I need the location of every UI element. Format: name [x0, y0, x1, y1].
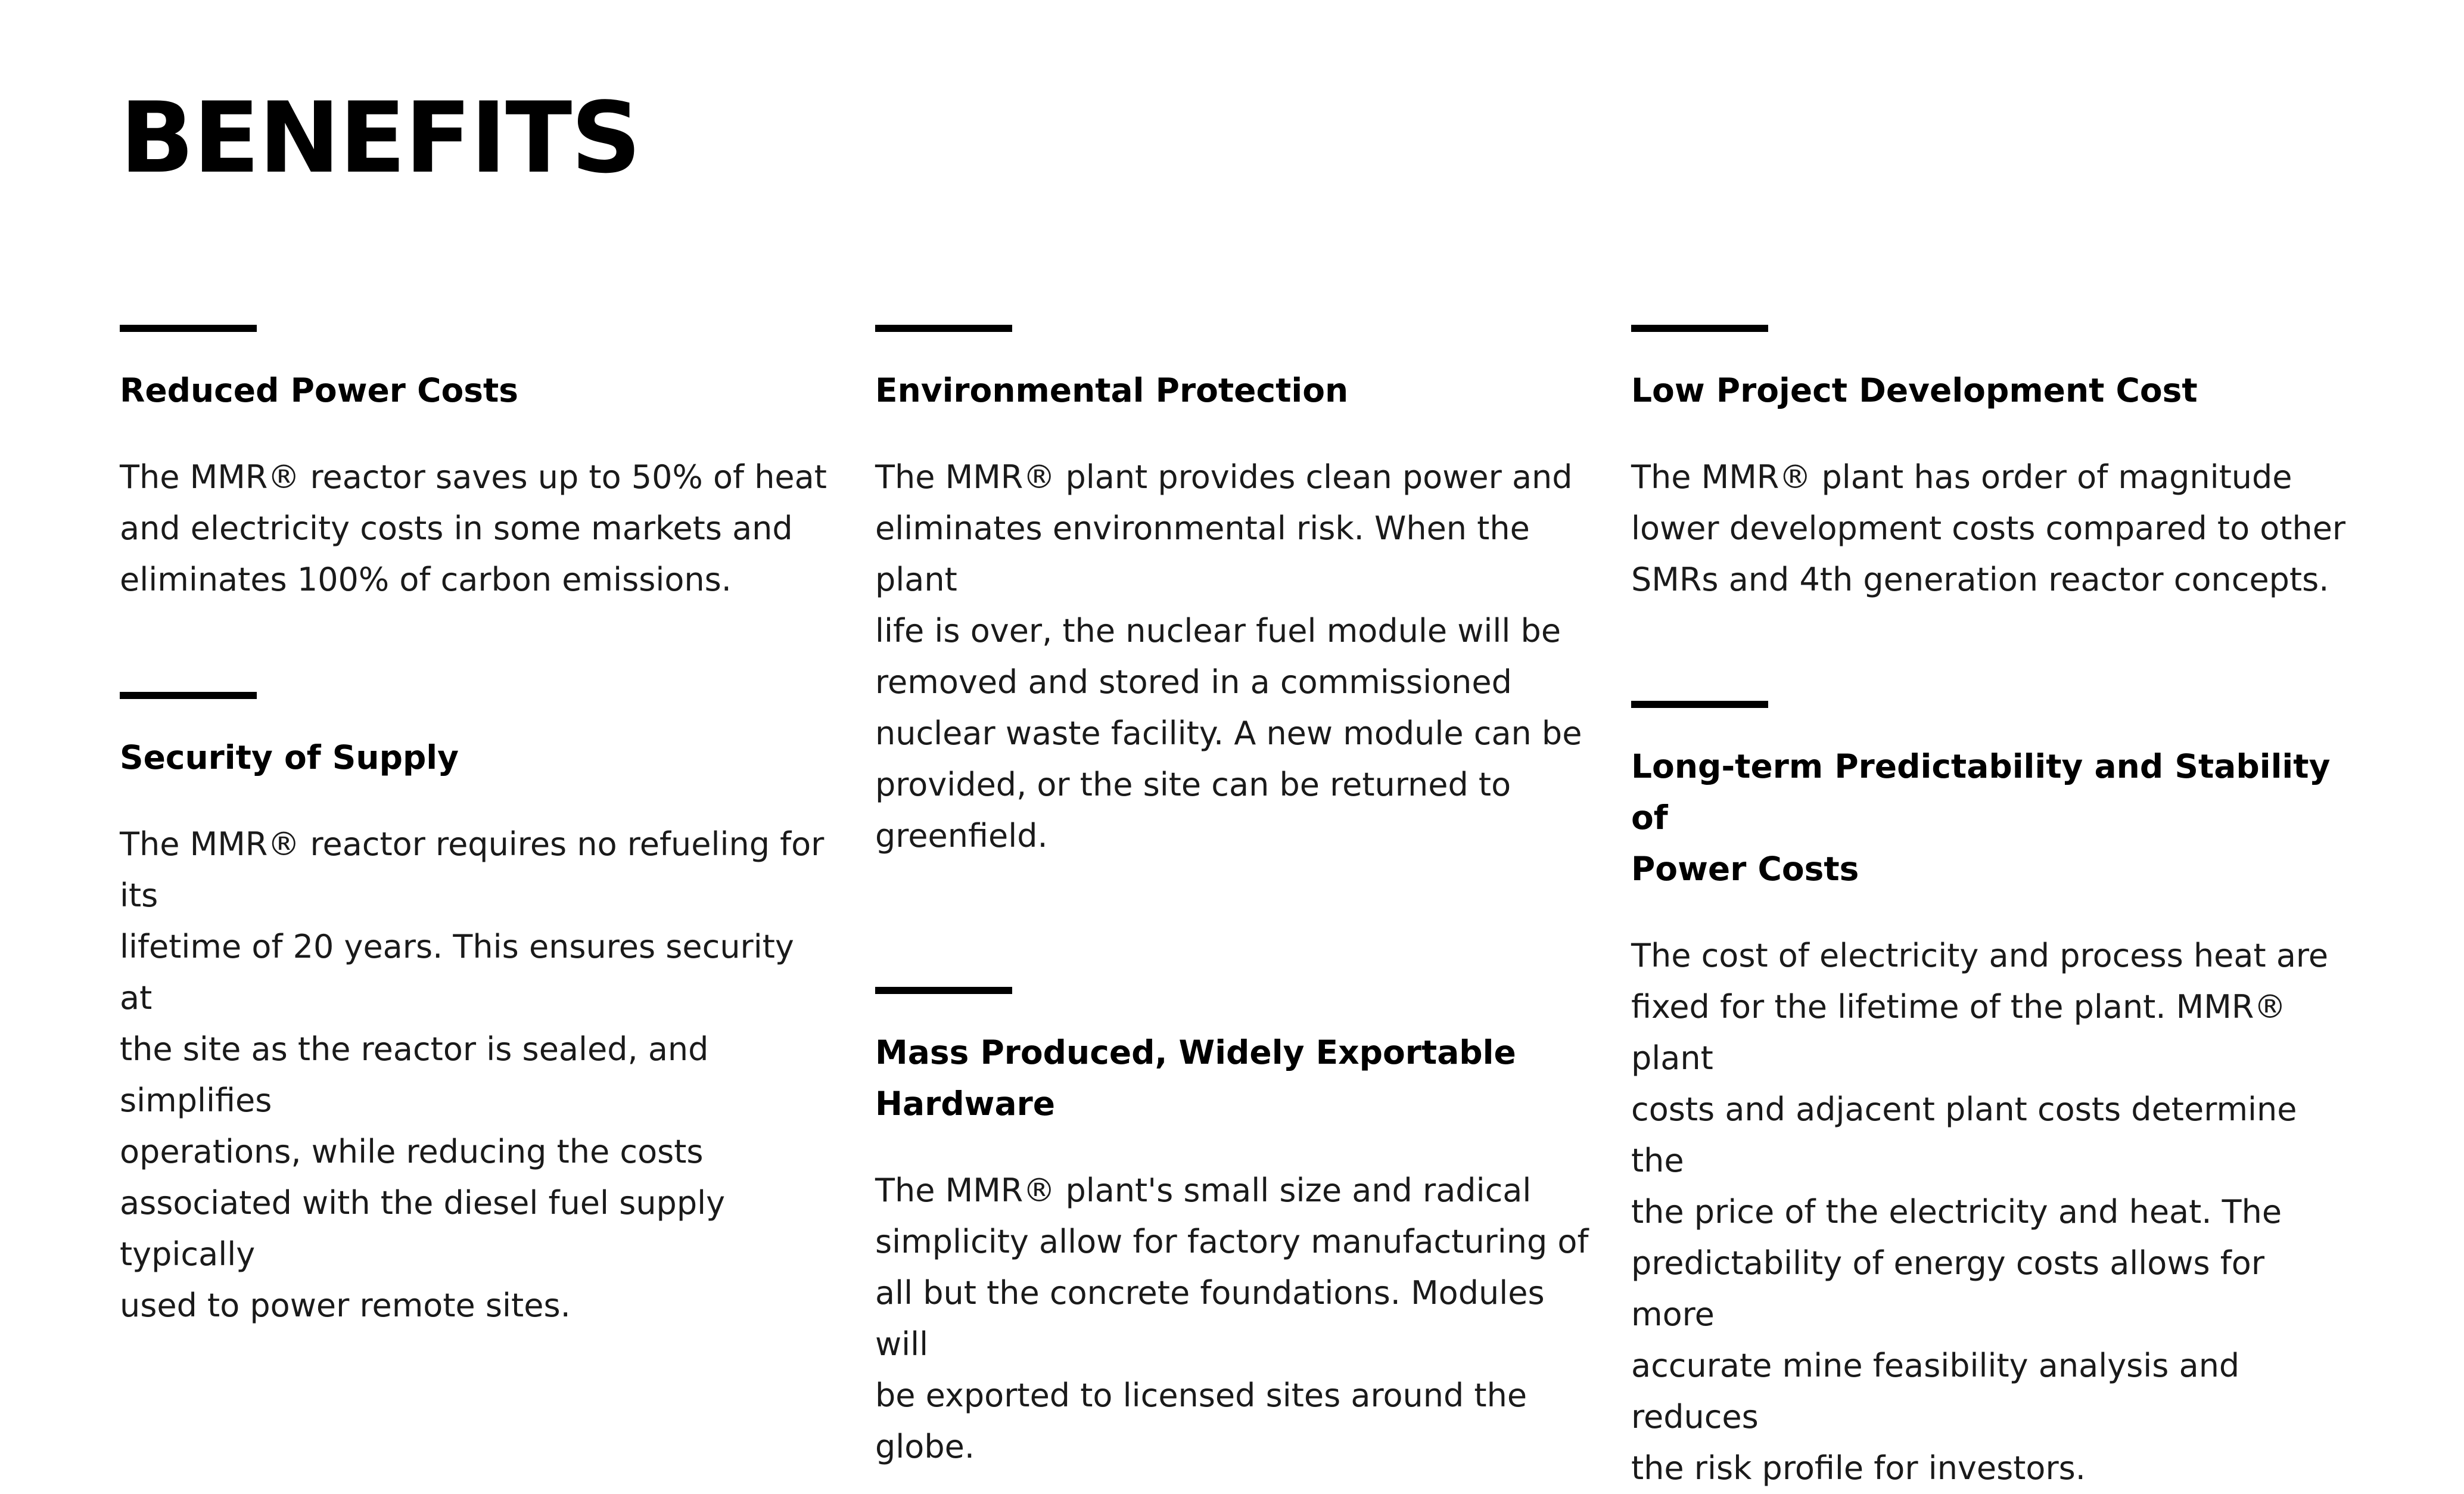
benefit-title: Low Project Development Cost	[1631, 371, 2198, 409]
benefit-long-term-predictability	[1631, 701, 2346, 1494]
benefit-title: Environmental Protection	[875, 371, 1349, 409]
section-divider	[1631, 701, 1768, 708]
benefit-description: The MMR® reactor requires no refueling for its lifetime of 20 years. This ensures security at the site as the reactor is sealed, and simplifies operations, while reducing the costs associated with the diesel fuel supply typically used to power remote sites.	[120, 825, 825, 1324]
benefit-description: The MMR® reactor saves up to 50% of heat and electricity costs in some markets and eliminates 100% of carbon emissions.	[120, 458, 827, 598]
benefit-description: The MMR® plant's small size and radical simplicity allow for factory manufacturing of all but the concrete foundations. Modules will be exported to licensed sites around the globe.	[875, 1172, 1589, 1465]
benefit-title: Reduced Power Costs	[120, 371, 518, 409]
section-divider	[875, 987, 1012, 994]
page-title: BENEFITS	[120, 81, 640, 195]
benefit-security-of-supply	[120, 692, 835, 1331]
benefit-title: Security of Supply	[120, 738, 459, 776]
benefit-description: The MMR® plant has order of magnitude lower development costs compared to other SMRs and 4th generation reactor concepts.	[1631, 458, 2346, 598]
benefit-title: Mass Produced, Widely Exportable Hardware	[875, 1033, 1516, 1123]
benefits-column-1	[120, 325, 835, 1331]
benefit-reduced-power-costs	[120, 325, 835, 605]
benefits-column-2	[875, 325, 1590, 1473]
benefit-mass-produced-hardware	[875, 987, 1590, 1473]
section-divider	[120, 325, 257, 332]
benefit-environmental-protection	[875, 325, 1590, 862]
section-divider	[1631, 325, 1768, 332]
benefits-column-3	[1631, 325, 2346, 1494]
benefit-description: The cost of electricity and process heat are fixed for the lifetime of the plant. MMR® plant costs and adjacent plant costs determine the the price of the electricity and heat. The predictability of energy costs allows for more accurate mine feasibility analysis and reduces the risk profile for investors.	[1631, 937, 2329, 1487]
benefit-low-project-development-cost	[1631, 325, 2346, 605]
benefit-title: Long-term Predictability and Stability of Power Costs	[1631, 747, 2331, 888]
benefit-description: The MMR® plant provides clean power and eliminates environmental risk. When the plant life is over, the nuclear fuel module will be removed and stored in a commissioned nuclear waste facility. A new module can be provided, or the site can be returned to greenfield.	[875, 458, 1582, 855]
section-divider	[875, 325, 1012, 332]
section-divider	[120, 692, 257, 699]
